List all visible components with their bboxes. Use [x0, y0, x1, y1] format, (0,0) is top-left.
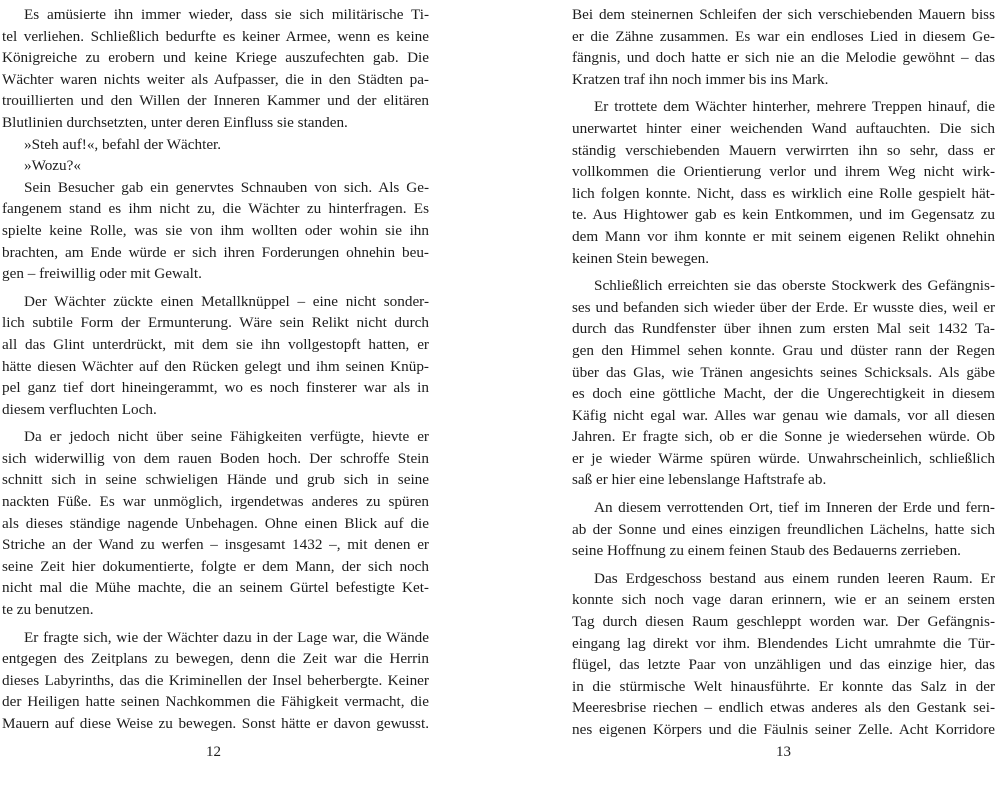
text-line: Jahren. Er fragte sich, ob er die Sonne je wiedersehen würde. Ob: [572, 428, 995, 446]
text-line: Sein Besucher gab ein genervtes Schnauben von sich. Als Ge-: [24, 178, 429, 196]
text-line: Meeresbrise riechen – endlich etwas anderes als den Gestank sei-: [572, 699, 995, 717]
text-line: ständig verschiebenden Mauern verwirrten ihn so sehr, dass er: [572, 141, 995, 159]
text-line: flügel, das letzte Paar von unzähligen und das einzige hier, das: [572, 656, 995, 674]
text-line: seine Hoffnung zu einem feinen Staub des Bedauerns zerrieben.: [572, 542, 961, 560]
text-line: schnitt sich in seine schwieligen Hände und grub sich in seine: [2, 471, 429, 489]
right-page-text: [572, 4, 995, 741]
text-line: diesem verfluchten Loch.: [2, 400, 157, 418]
text-line: Käfig nicht egal war. Alles war genau wie damals, vor all diesen: [572, 406, 995, 424]
text-line: Schließlich erreichten sie das oberste Stockwerk des Gefängnis-: [594, 277, 995, 295]
text-line: Mauern auf diese Weise zu bewegen. Sonst hätte er davon gewusst.: [2, 715, 429, 732]
text-line: Er fragte sich, wie der Wächter dazu in der Lage war, die Wände: [24, 628, 429, 646]
text-line: er je wieder Wärme spüren würde. Unwahrscheinlich, schließlich: [572, 449, 995, 467]
text-line: pel ganz tief dort hineingerammt, wo es noch finsterer war als in: [2, 379, 429, 397]
text-line: sich widerwillig von dem rauen Boden hoch. Der schroffe Stein: [2, 449, 429, 467]
text-line: tel verliehen. Schließlich bedurfte es keiner Armee, wenn es keine: [2, 27, 429, 45]
text-line: nackten Füße. Es war unmöglich, irgendetwas anderes zu spüren: [2, 493, 429, 511]
left-page-text: [2, 4, 429, 735]
text-line: Da er jedoch nicht über seine Fähigkeiten verfügte, hievte er: [24, 428, 429, 446]
text-line: ab der Sonne und eines einzigen freundlichen Lächelns, hatte sich: [572, 520, 995, 538]
text-line: te. Aus Hightower gab es kein Entkommen, und im Gegensatz zu: [572, 206, 995, 224]
left-page-number: 12: [206, 744, 221, 760]
text-line: trouillierten und den Willen der Inneren Kammer und der elitären: [2, 92, 429, 110]
text-line: in die stürmische Welt hinausführte. Er konnte das Salz in der: [572, 677, 995, 695]
right-page: [500, 0, 1000, 800]
text-line: hätte diesen Wächter auf den Rücken gelegt und ihm seinen Knüp-: [2, 357, 429, 375]
text-line: Kratzen traf ihn noch immer bis ins Mark.: [572, 70, 829, 88]
text-line: fangenem stand es ihm nicht zu, die Wächter zu hinterfragen. Es: [2, 200, 429, 218]
text-line: Bei dem steinernen Schleifen der sich verschiebenden Mauern biss: [572, 6, 995, 23]
text-line: der Heiligen hatte seinen Nachkommen die Fähigkeit vermacht, die: [2, 693, 429, 711]
text-line: durch das Rundfenster über ihnen zum ersten Mal seit 1432 Ta-: [572, 320, 995, 338]
text-line: dem Mann vor ihm konnte er mit seinem eigenen Relikt ohnehin: [572, 227, 995, 245]
text-line: Wächter waren nichts weiter als Aufpasser, die in den Städten pa-: [2, 70, 429, 88]
text-line: saß er hier eine lebenslange Haftstrafe ab.: [572, 471, 827, 489]
text-line: Striche an der Wand zu werfen – insgesamt 1432 –, mit denen er: [2, 536, 429, 554]
text-line: brachten, am Ende würde er sich ihren Forderungen ohnehin beu-: [2, 243, 429, 261]
text-line: als dieses ständige nagende Unbehagen. Ohne einen Blick auf die: [2, 514, 429, 532]
text-line: Königreiche zu erobern und keine Kriege auszufechten gab. Die: [2, 49, 429, 67]
text-line: An diesem verrottenden Ort, tief im Inneren der Erde und fern-: [594, 499, 995, 517]
text-line: nes eigenen Körpers und die Fäulnis seiner Zelle. Acht Korridore: [572, 721, 995, 738]
text-line: Blutlinien durchsetzten, unter deren Einfluss sie standen.: [2, 113, 348, 131]
text-line: lich folgen konnte. Nicht, dass es wirklich eine Rolle gespielt hät-: [572, 184, 995, 202]
text-line: Tag durch diesen Raum geschleppt worden war. Der Gefängnis-: [572, 613, 995, 631]
text-line: es doch eine göttliche Macht, der die Ungerechtigkeit in diesem: [572, 385, 995, 403]
text-line: er die Zähne zusammen. Es war ein endloses Lied in diesem Ge-: [572, 27, 995, 45]
text-line: Der Wächter zückte einen Metallknüppel – eine nicht sonder-: [24, 292, 429, 310]
text-line: Das Erdgeschoss bestand aus einem runden leeren Raum. Er: [594, 569, 995, 587]
text-line: fängnis, und doch hatte er sich nie an die Melodie gewöhnt – das: [572, 49, 995, 67]
text-line: vollkommen die Orientierung verlor und ihrem Weg nicht wirk-: [572, 163, 995, 181]
text-line: entgegen des Zeitplans zu bewegen, denn die Zeit war die Herrin: [2, 650, 429, 668]
text-line: nicht mal die Mühe machte, die an seinem Gürtel befestigte Ket-: [2, 579, 429, 597]
text-line: spielte keine Rolle, was sie von ihm wollten oder wohin sie ihn: [2, 221, 429, 239]
text-line: dieses Labyrinths, das die Kriminellen der Insel beherbergte. Keiner: [2, 671, 429, 689]
text-line: über das Glas, wie Tränen angesichts seines Schicksals. Als gäbe: [572, 363, 995, 381]
text-line: seine Zeit hier dokumentierte, folgte er dem Mann, der sich noch: [2, 557, 429, 575]
text-line: »Steh auf!«, befahl der Wächter.: [24, 135, 222, 153]
text-line: lich subtile Form der Ermunterung. Wäre sein Relikt nicht durch: [2, 314, 429, 332]
text-line: Er trottete dem Wächter hinterher, mehrere Treppen hinauf, die: [594, 98, 995, 116]
text-line: eingang lag direkt vor ihm. Blendendes Licht umrahmte die Tür-: [572, 634, 995, 652]
text-line: ses und befanden sich wieder über der Erde. Er wusste dies, weil er: [572, 298, 995, 316]
text-line: te zu benutzen.: [2, 601, 94, 619]
right-page-number: 13: [776, 744, 791, 760]
text-line: gen den Himmel sehen konnte. Grau und düster rann der Regen: [572, 341, 995, 359]
text-line: gen – freiwillig oder mit Gewalt.: [2, 265, 202, 283]
text-line: konnte sich noch vage daran erinnern, wie er an seinem ersten: [572, 591, 995, 609]
text-line: unerwartet hinter einer weichenden Wand auftauchten. Die sich: [572, 119, 995, 137]
text-line: Es amüsierte ihn immer wieder, dass sie sich militärische Ti-: [24, 6, 429, 23]
text-line: keinen Stein bewegen.: [572, 249, 710, 267]
text-line: all das Glint unterdrückt, mit dem sie ihn vollgestopft hatten, er: [2, 335, 429, 353]
text-line: »Wozu?«: [24, 157, 81, 175]
